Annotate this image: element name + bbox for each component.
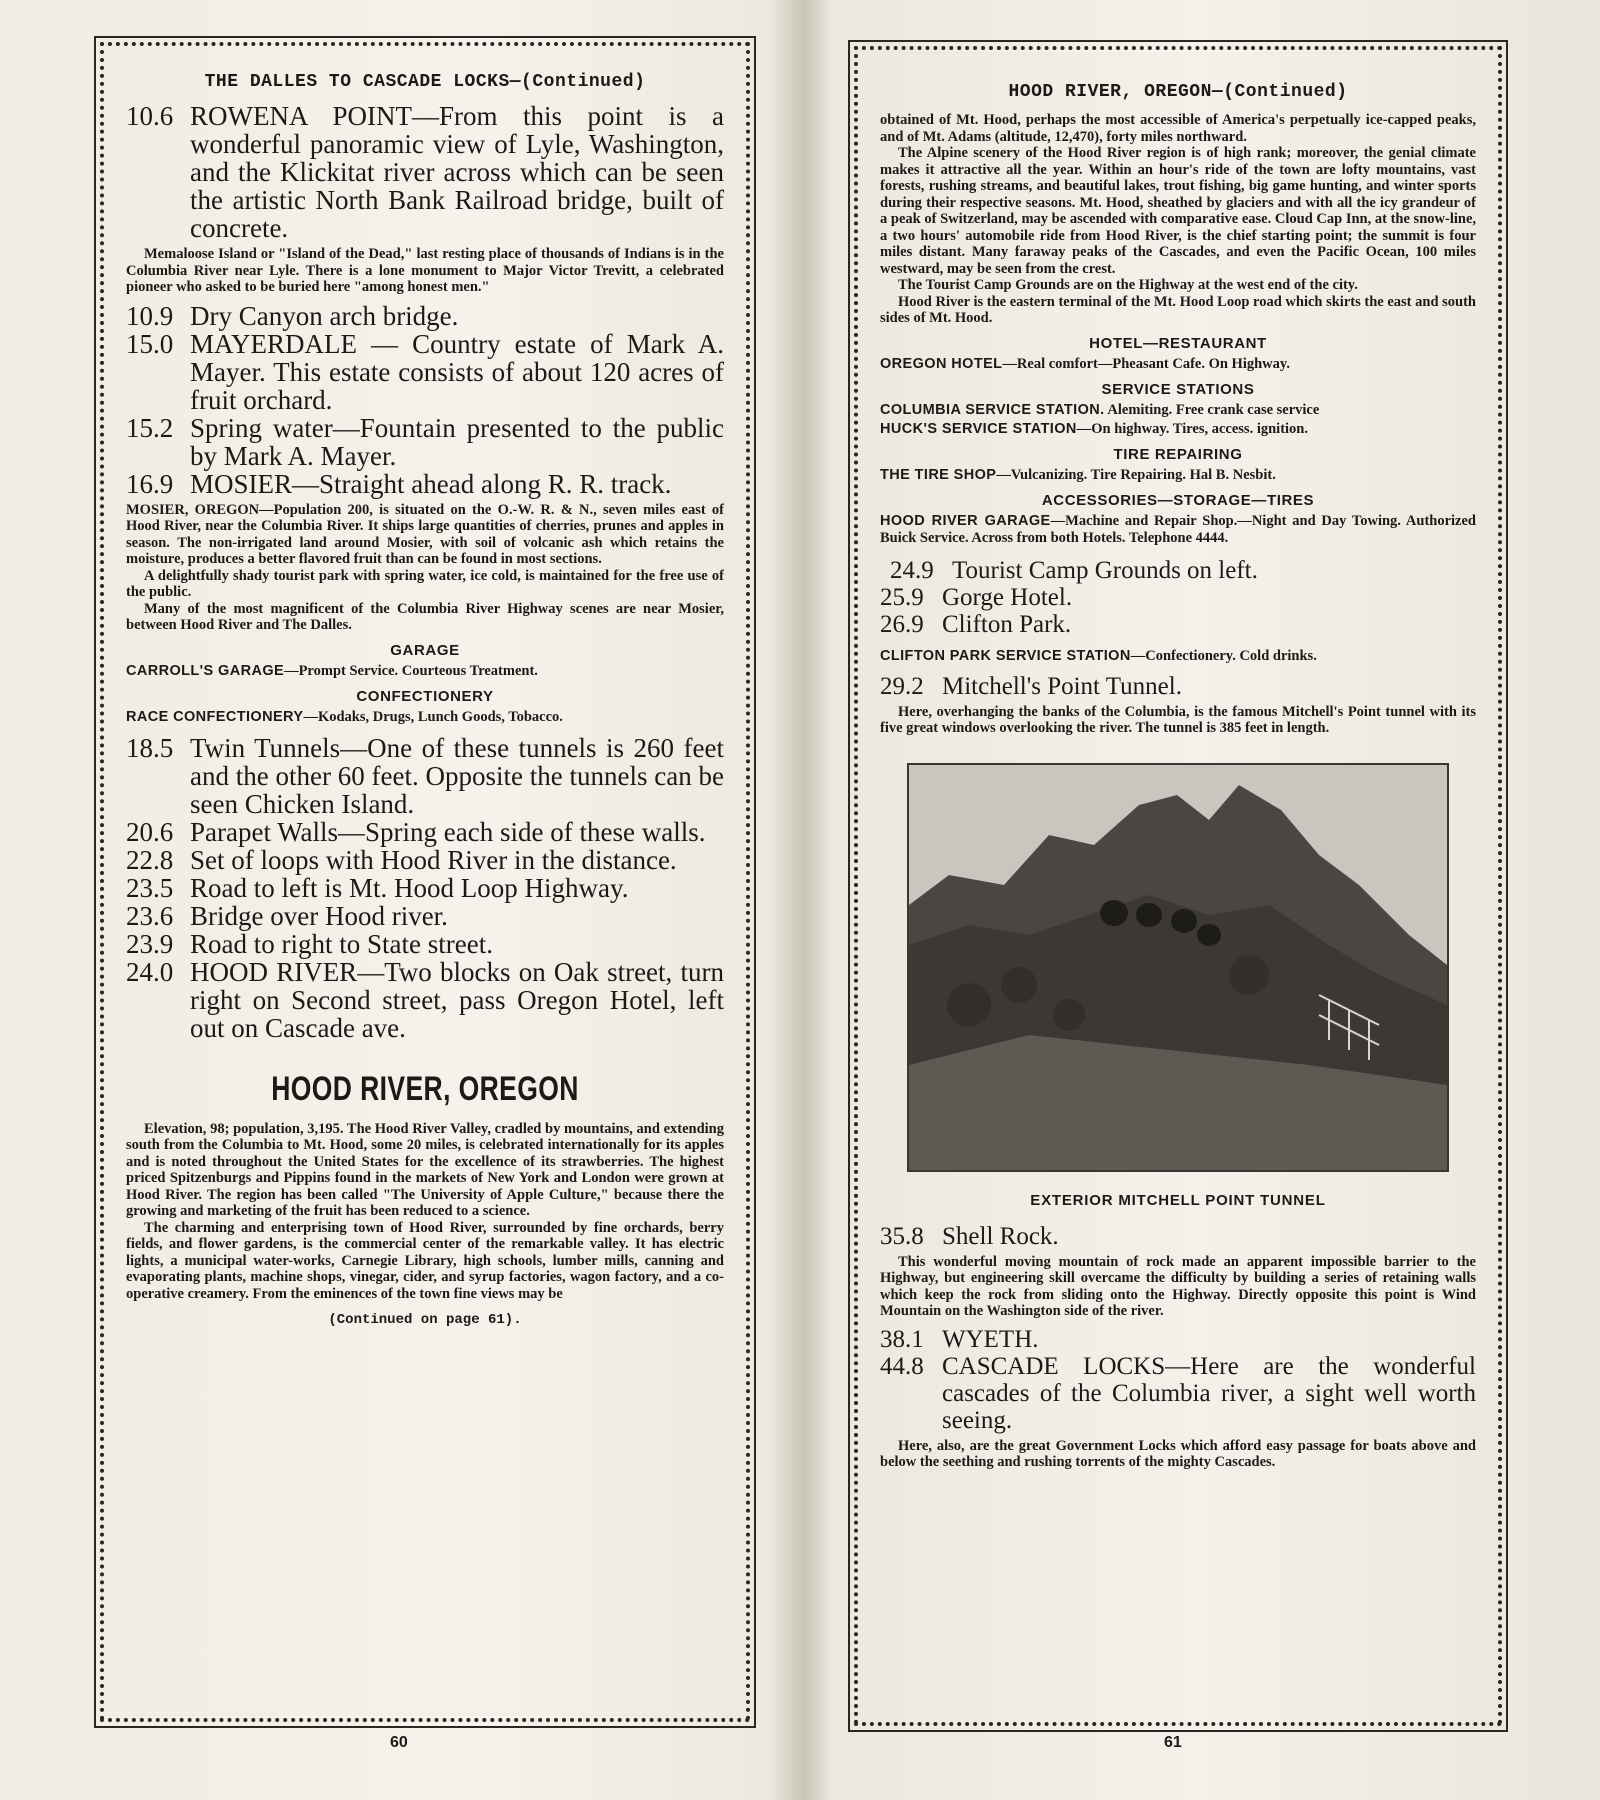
entry-text: Dry Canyon arch bridge. [190,300,459,331]
running-head: HOOD RIVER, OREGON—(Continued) [1008,82,1348,102]
mile-entry [880,584,1476,611]
entry-text: Spring water—Fountain presented to the public by Mark A. Mayer. [190,412,724,471]
business-description: —On highway. Tires, access. ignition. [1076,420,1308,437]
mile-entry [126,414,724,470]
business-name: OREGON HOTEL [880,355,1003,372]
business-description: —Prompt Service. Courteous Treatment. [284,662,538,679]
garage-listing [880,513,1476,547]
accessories-heading: ACCESSORIES—STORAGE—TIRES [1041,491,1315,509]
entry-text: Set of loops with Hood River in the distance. [190,844,677,875]
mile-marker: 24.0 [126,956,174,987]
mile-marker: 35.8 [880,1222,924,1250]
mile-entry [126,846,724,874]
entry-text: Gorge Hotel. [942,583,1073,611]
tunnel-photo-image [909,765,1447,1170]
mile-marker: 23.9 [126,928,174,959]
garage-heading: GARAGE [390,641,460,659]
business-name: COLUMBIA SERVICE STATION. [880,401,1105,418]
continued-note: (Continued on page 61). [328,1312,522,1328]
mile-marker: 23.5 [126,872,174,903]
entry-text: Road to left is Mt. Hood Loop Highway. [190,872,629,903]
mile-entry [880,611,1476,638]
hotel-heading: HOTEL—RESTAURANT [1089,334,1267,352]
entry-text: Road to right to State street. [190,928,493,959]
paragraph: The Alpine scenery of the Hood River region is of high rank; moreover, the genial climate makes it attractive all the year. Within an hour's ride of the town are lofty mountains, vast forests, rushing streams, and beautiful lakes, trout fishing, big game hunting, and winter sports during their respective seasons. Mt. Hood, sheathed by glaciers and with all the icy grandeur of a peak of Switzerland, may be ascended with comparative ease. Cloud Cap Inn, at the snow-line, a two hours' automobile ride from Hood River, is the chief starting point; the summit is four miles distant. Many faraway peaks of the Cascades, and even the Pacific Ocean, 100 miles westward, may be seen from the crest. [880,145,1476,277]
service-listing [880,402,1476,419]
mile-marker: 10.9 [126,300,174,331]
mile-entry [880,673,1476,700]
mile-marker: 24.9 [890,556,934,584]
mile-entry [880,1326,1476,1353]
paragraph: obtained of Mt. Hood, perhaps the most accessible of America's perpetually ice-capped peaks, and of Mt. Adams (altitude, 12,470), forty miles northward. [880,112,1476,145]
mile-marker: 15.2 [126,412,174,443]
mile-marker: 26.9 [880,610,924,638]
mosier-paragraph: Many of the most magnificent of the Columbia River Highway scenes are near Mosier, between Hood River and The Dalles. [126,600,724,633]
entry-text: HOOD RIVER—Two blocks on Oak street, turn right on Second street, pass Oregon Hotel, left out on Cascade ave. [190,956,724,1043]
mile-entry [126,470,724,498]
right-page [814,0,1600,1800]
business-description: —Confectionery. Cold drinks. [1130,647,1317,664]
section-title: HOOD RIVER, OREGON [271,1069,579,1108]
clifton-listing [880,648,1476,665]
mile-marker: 38.1 [880,1325,924,1353]
page-number: 61 [1164,1734,1182,1751]
mosier-paragraph: A delightfully shady tourist park with spring water, ice cold, is maintained for the free use of the public. [126,567,724,600]
hood-river-continued [880,112,1476,327]
hood-river-paragraph: The charming and enterprising town of Hood River, surrounded by fine orchards, berry fields, and flower gardens, is the commercial center of the remarkable valley. It has electric lights, a municipal water-works, Carnegie Library, high schools, lumber mills, canning and evaporating plants, machine shops, vinegar, cider, and syrup factories, wagon factory, and a co-operative creamery. From the eminences of the town fine views may be [126,1219,724,1302]
business-name: CARROLL'S GARAGE [126,662,285,679]
business-name: CLIFTON PARK SERVICE STATION [880,647,1131,664]
left-page-border [100,42,750,1722]
tire-repairing-heading: TIRE REPAIRING [1113,445,1243,463]
paragraph: The Tourist Camp Grounds are on the Highway at the west end of the city. [898,277,1358,293]
entry-text: ROWENA POINT—From this point is a wonderful panoramic view of Lyle, Washington, and the Klickitat river across which can be seen the artistic North Bank Railroad bridge, built of concrete. [190,101,724,243]
running-head: THE DALLES TO CASCADE LOCKS—(Continued) [204,72,646,92]
confectionery-listing [126,709,724,726]
mile-entry [126,302,724,330]
tire-listing [880,467,1476,484]
mile-marker: 29.2 [880,672,924,700]
mile-entry [880,1353,1476,1434]
entry-text: WYETH. [942,1325,1039,1353]
business-name: RACE CONFECTIONERY [126,708,304,725]
mosier-description [126,502,724,634]
mitchell-note: Here, overhanging the banks of the Columbia, is the famous Mitchell's Point tunnel with its five great windows overlooking the river. The tunnel is 385 feet in length. [880,703,1476,736]
entry-text: CASCADE LOCKS—Here are the wonderful cascades of the Columbia river, a sight well worth seeing. [942,1352,1476,1434]
paragraph: Hood River is the eastern terminal of the Mt. Hood Loop road which skirts the east and south sides of Mt. Hood. [880,293,1476,326]
tunnel-photograph [907,763,1449,1172]
mile-entry [126,902,724,930]
mile-marker: 10.6 [126,101,174,131]
mile-entry [126,958,724,1042]
page-number: 60 [390,1734,408,1751]
business-description: —Vulcanizing. Tire Repairing. Hal B. Nesbit. [996,466,1276,483]
business-name: HUCK'S SERVICE STATION [880,420,1077,437]
mile-entry [126,874,724,902]
entry-text: MOSIER—Straight ahead along R. R. track. [190,468,672,499]
service-stations-heading: SERVICE STATIONS [1101,380,1255,398]
confectionery-heading: CONFECTIONERY [356,687,494,705]
mile-entry [126,330,724,414]
business-name: THE TIRE SHOP [880,466,997,483]
service-listing [880,421,1476,438]
mile-entry [880,557,1476,584]
entry-text: Tourist Camp Grounds on left. [952,556,1258,584]
entry-text: Shell Rock. [942,1222,1059,1250]
mile-marker: 15.0 [126,328,174,359]
mile-marker: 23.6 [126,900,174,931]
mile-marker: 16.9 [126,468,174,499]
mile-entry [126,930,724,958]
entry-text: Twin Tunnels—One of these tunnels is 260 feet and the other 60 feet. Opposite the tunnels can be seen Chicken Island. [190,732,724,819]
entry-text: Mitchell's Point Tunnel. [942,672,1182,700]
memaloose-note: Memaloose Island or "Island of the Dead," last resting place of thousands of Indians is in the Columbia River near Lyle. There is a lone monument to Major Victor Trevitt, a celebrated pioneer who asked to be buried here "among honest men." [126,246,724,295]
entry-text: Clifton Park. [942,610,1072,638]
mile-entry [126,818,724,846]
mile-entry [126,734,724,818]
business-description: —Kodaks, Drugs, Lunch Goods, Tobacco. [303,708,563,725]
business-description: —Real comfort—Pheasant Cafe. On Highway. [1002,355,1290,372]
mosier-paragraph: MOSIER, OREGON—Population 200, is situated on the O.-W. R. & N., seven miles east of Hood River, near the Columbia River. It ships large quantities of cherries, prunes and apples in season. The non-irrigated land around Mosier, with soil of volcanic ash which retains the moisture, produces a better flavored fruit than can be found in most sections. [126,501,724,567]
entry-text: Bridge over Hood river. [190,900,448,931]
business-description: —Machine and Repair Shop.—Night and Day Towing. Authorized Buick Service. Across from both Hotels. Telephone 4444. [880,512,1476,546]
entry-text: MAYERDALE — Country estate of Mark A. Mayer. This estate consists of about 120 acres of fruit orchard. [190,328,724,415]
entry-text: Parapet Walls—Spring each side of these walls. [190,816,706,847]
photo-caption: EXTERIOR MITCHELL POINT TUNNEL [1030,1191,1326,1209]
locks-note: Here, also, are the great Government Locks which afford easy passage for boats above and below the seething and rushing torrents of the mighty Cascades. [880,1437,1476,1470]
mile-marker: 20.6 [126,816,174,847]
hood-river-description [126,1121,724,1303]
mile-marker: 25.9 [880,583,924,611]
garage-listing [126,663,724,680]
hood-river-paragraph: Elevation, 98; population, 3,195. The Hood River Valley, cradled by mountains, and extending south from the Columbia to Mt. Hood, some 20 miles, is celebrated internationally for its apples and is noted throughout the United States for the excellence of its strawberries. The highest priced Spitzenburgs and Pippins found in the markets of New York and London were grown at Hood River. The region has been called "The University of Apple Culture," because there the growing and marketing of the fruit has been reduced to a science. [126,1120,724,1219]
business-name: HOOD RIVER GARAGE [880,512,1051,529]
mile-entry [126,102,724,242]
business-description: Alemiting. Free crank case service [1104,401,1320,418]
mile-marker: 44.8 [880,1352,924,1380]
hotel-listing [880,356,1476,373]
shell-rock-note: This wonderful moving mountain of rock made an apparent impossible barrier to the Highway, but engineering skill overcame the difficulty by building a series of retaining walls which keep the rock from sliding onto the Highway. Directly opposite this point is Wind Mountain on the Washington side of the river. [880,1253,1476,1319]
mile-marker: 18.5 [126,732,174,763]
mile-entry [880,1223,1476,1250]
mile-marker: 22.8 [126,844,174,875]
right-page-border [854,46,1502,1726]
